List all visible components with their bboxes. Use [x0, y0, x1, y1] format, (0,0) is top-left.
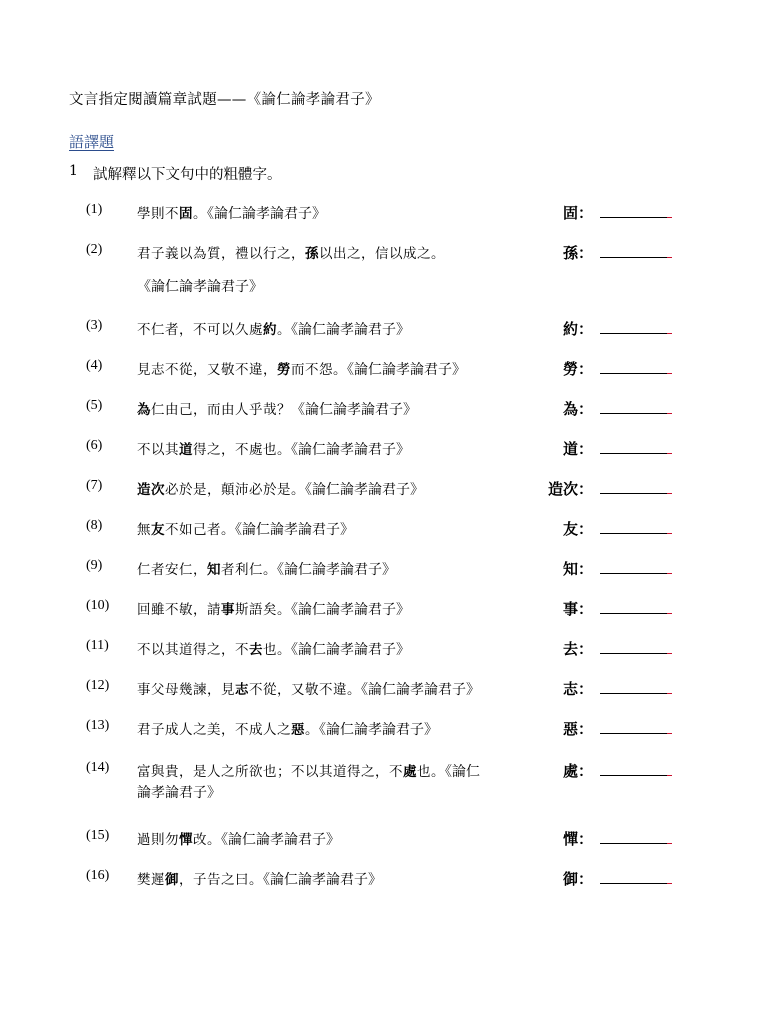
target-word-label: 憚：: [562, 830, 593, 848]
sentence-source-continued: 《論仁論孝論君子》: [137, 279, 263, 295]
bold-target-character: 事: [221, 602, 235, 618]
section-heading: 語譯題: [69, 133, 115, 151]
sentence-text: 斯語矣。: [235, 602, 291, 618]
target-word-label: 勞：: [562, 360, 593, 378]
item-row: [0, 760, 768, 801]
sentence-source: 《論仁論孝論君子》: [263, 872, 382, 888]
sentence-text: 學則不: [137, 206, 179, 222]
answer-blank[interactable]: [600, 733, 672, 734]
sentence-text: 仁者安仁，: [137, 562, 207, 578]
item-number: (9): [86, 558, 103, 573]
sentence-source-continued: 論孝論君子》: [137, 785, 221, 801]
item-row: [0, 398, 768, 428]
answer-blank[interactable]: [600, 533, 672, 534]
sentence-text: 富與貴，是人之所欲也；不以其道得之，不: [137, 764, 403, 780]
item-number: (3): [86, 318, 103, 333]
sentence-text: 事父母幾諫，見: [137, 682, 235, 698]
bold-target-character: 孫: [305, 246, 319, 262]
target-word-label: 約：: [562, 320, 593, 338]
target-word-label: 造次：: [547, 480, 593, 498]
item-row: [0, 638, 768, 668]
answer-blank[interactable]: [600, 217, 672, 218]
sentence-text: 不以其: [137, 442, 179, 458]
item-row: [0, 828, 768, 858]
answer-blank[interactable]: [600, 775, 672, 776]
item-sentence: [137, 478, 424, 499]
answer-blank[interactable]: [600, 333, 672, 334]
item-number: (11): [86, 638, 109, 653]
item-sentence: [137, 598, 410, 619]
bold-target-character: 造次: [137, 482, 165, 498]
sentence-source: 《論仁: [445, 764, 480, 780]
sentence-text: ，子告之曰。: [179, 872, 263, 888]
bold-target-character: 處: [403, 764, 417, 780]
target-word-label: 事：: [562, 600, 593, 618]
bold-target-character: 御: [165, 872, 179, 888]
sentence-text: 。: [193, 206, 207, 222]
item-row: [0, 202, 768, 232]
item-sentence: [137, 318, 410, 339]
sentence-text: 而不怨。: [291, 362, 347, 378]
item-row: [0, 358, 768, 388]
target-word-label: 友：: [562, 520, 593, 538]
target-word-label: 為：: [562, 400, 593, 418]
sentence-text: 樊遲: [137, 872, 165, 888]
sentence-source: 《論仁論孝論君子》: [347, 362, 466, 378]
target-word-label: 孫：: [562, 244, 593, 262]
target-word-label: 御：: [562, 870, 593, 888]
item-number: (1): [86, 202, 103, 217]
item-row: [0, 438, 768, 468]
sentence-text: 不仁者，不可以久處: [137, 322, 263, 338]
bold-target-character: 道: [179, 442, 193, 458]
answer-blank[interactable]: [600, 573, 672, 574]
answer-blank[interactable]: [600, 693, 672, 694]
sentence-source: 《論仁論孝論君子》: [291, 442, 410, 458]
sentence-source: 《論仁論孝論君子》: [291, 602, 410, 618]
item-number: (15): [86, 828, 110, 843]
answer-blank[interactable]: [600, 843, 672, 844]
sentence-text: 不從，又敬不違。: [249, 682, 361, 698]
sentence-source: 《論仁論孝論君子》: [221, 832, 340, 848]
item-row: [0, 478, 768, 508]
answer-blank[interactable]: [600, 653, 672, 654]
sentence-source: 《論仁論孝論君子》: [361, 682, 480, 698]
target-word-label: 固：: [562, 204, 593, 222]
sentence-source: 《論仁論孝論君子》: [291, 322, 410, 338]
item-sentence: [137, 638, 410, 659]
sentence-source: 《論仁論孝論君子》: [319, 722, 438, 738]
sentence-text: 無: [137, 522, 151, 538]
item-number: (14): [86, 760, 110, 775]
answer-blank[interactable]: [600, 373, 672, 374]
sentence-text: 不如己者。: [165, 522, 235, 538]
target-word-label: 知：: [562, 560, 593, 578]
answer-blank[interactable]: [600, 883, 672, 884]
sentence-text: 仁由己，而由人乎哉？: [151, 402, 291, 418]
item-number: (16): [86, 868, 110, 883]
question-number: 1: [69, 163, 78, 179]
bold-target-character: 友: [151, 522, 165, 538]
sentence-text: 得之，不處也。: [193, 442, 291, 458]
document-title: 文言指定閱讀篇章試題——《論仁論孝論君子》: [69, 92, 380, 108]
sentence-text: 也。: [417, 764, 445, 780]
answer-blank[interactable]: [600, 613, 672, 614]
item-number: (10): [86, 598, 110, 613]
sentence-text: 。: [305, 722, 319, 738]
sentence-text: 也。: [263, 642, 291, 658]
answer-blank[interactable]: [600, 453, 672, 454]
item-sentence: [137, 242, 445, 262]
sentence-text: 回雖不敏，請: [137, 602, 221, 618]
sentence-source: 《論仁論孝論君子》: [235, 522, 354, 538]
item-row: [0, 598, 768, 628]
item-number: (4): [86, 358, 103, 373]
item-sentence: [137, 760, 480, 781]
sentence-text: 君子義以為質，禮以行之，: [137, 246, 305, 262]
bold-target-character: 憚: [179, 832, 193, 848]
sentence-text: 君子成人之美，不成人之: [137, 722, 291, 738]
sentence-source: 《論仁論孝論君子》: [305, 482, 424, 498]
sentence-text: 改。: [193, 832, 221, 848]
bold-target-character: 勞: [277, 362, 291, 378]
item-number: (12): [86, 678, 110, 693]
item-sentence: [137, 868, 382, 889]
item-sentence: [137, 358, 466, 379]
item-sentence: [137, 518, 354, 539]
bold-target-character: 知: [207, 562, 221, 578]
answer-blank[interactable]: [600, 413, 672, 414]
sentence-source: 《論仁論孝論君子》: [207, 206, 326, 222]
target-word-label: 惡：: [562, 720, 593, 738]
bold-target-character: 惡: [291, 722, 305, 738]
bold-target-character: 固: [179, 206, 193, 222]
item-number: (7): [86, 478, 103, 493]
question-instruction: 試解釋以下文句中的粗體字。: [93, 167, 282, 183]
item-number: (2): [86, 242, 103, 257]
sentence-text: 。: [277, 322, 291, 338]
bold-target-character: 去: [249, 642, 263, 658]
sentence-text: 以出之，信以成之。: [319, 246, 445, 262]
item-number: (6): [86, 438, 103, 453]
item-sentence: [137, 718, 438, 739]
sentence-source: 《論仁論孝論君子》: [291, 642, 410, 658]
item-number: (5): [86, 398, 103, 413]
item-row: [0, 678, 768, 708]
sentence-text: 必於是，顛沛必於是。: [165, 482, 305, 498]
target-word-label: 道：: [562, 440, 593, 458]
item-row: [0, 318, 768, 348]
answer-blank[interactable]: [600, 257, 672, 258]
bold-target-character: 志: [235, 682, 249, 698]
target-word-label: 志：: [562, 680, 593, 698]
item-number: (8): [86, 518, 103, 533]
item-row: [0, 718, 768, 748]
item-number: (13): [86, 718, 110, 733]
item-sentence: [137, 558, 396, 579]
answer-blank[interactable]: [600, 493, 672, 494]
sentence-source: 《論仁論孝論君子》: [291, 402, 417, 418]
item-sentence: [137, 678, 480, 699]
item-row: [0, 558, 768, 588]
item-row: [0, 518, 768, 548]
sentence-source: 《論仁論孝論君子》: [277, 562, 396, 578]
item-sentence: [137, 828, 340, 849]
target-word-label: 處：: [562, 762, 593, 780]
sentence-text: 不以其道得之，不: [137, 642, 249, 658]
item-row: [0, 868, 768, 898]
item-sentence: [137, 438, 410, 459]
bold-target-character: 約: [263, 322, 277, 338]
target-word-label: 去：: [562, 640, 593, 658]
sentence-text: 者利仁。: [221, 562, 277, 578]
sentence-text: 見志不從，又敬不違，: [137, 362, 277, 378]
item-sentence: [137, 202, 326, 223]
bold-target-character: 為: [137, 402, 151, 418]
item-sentence: [137, 398, 417, 419]
item-row: [0, 242, 768, 295]
sentence-text: 過則勿: [137, 832, 179, 848]
